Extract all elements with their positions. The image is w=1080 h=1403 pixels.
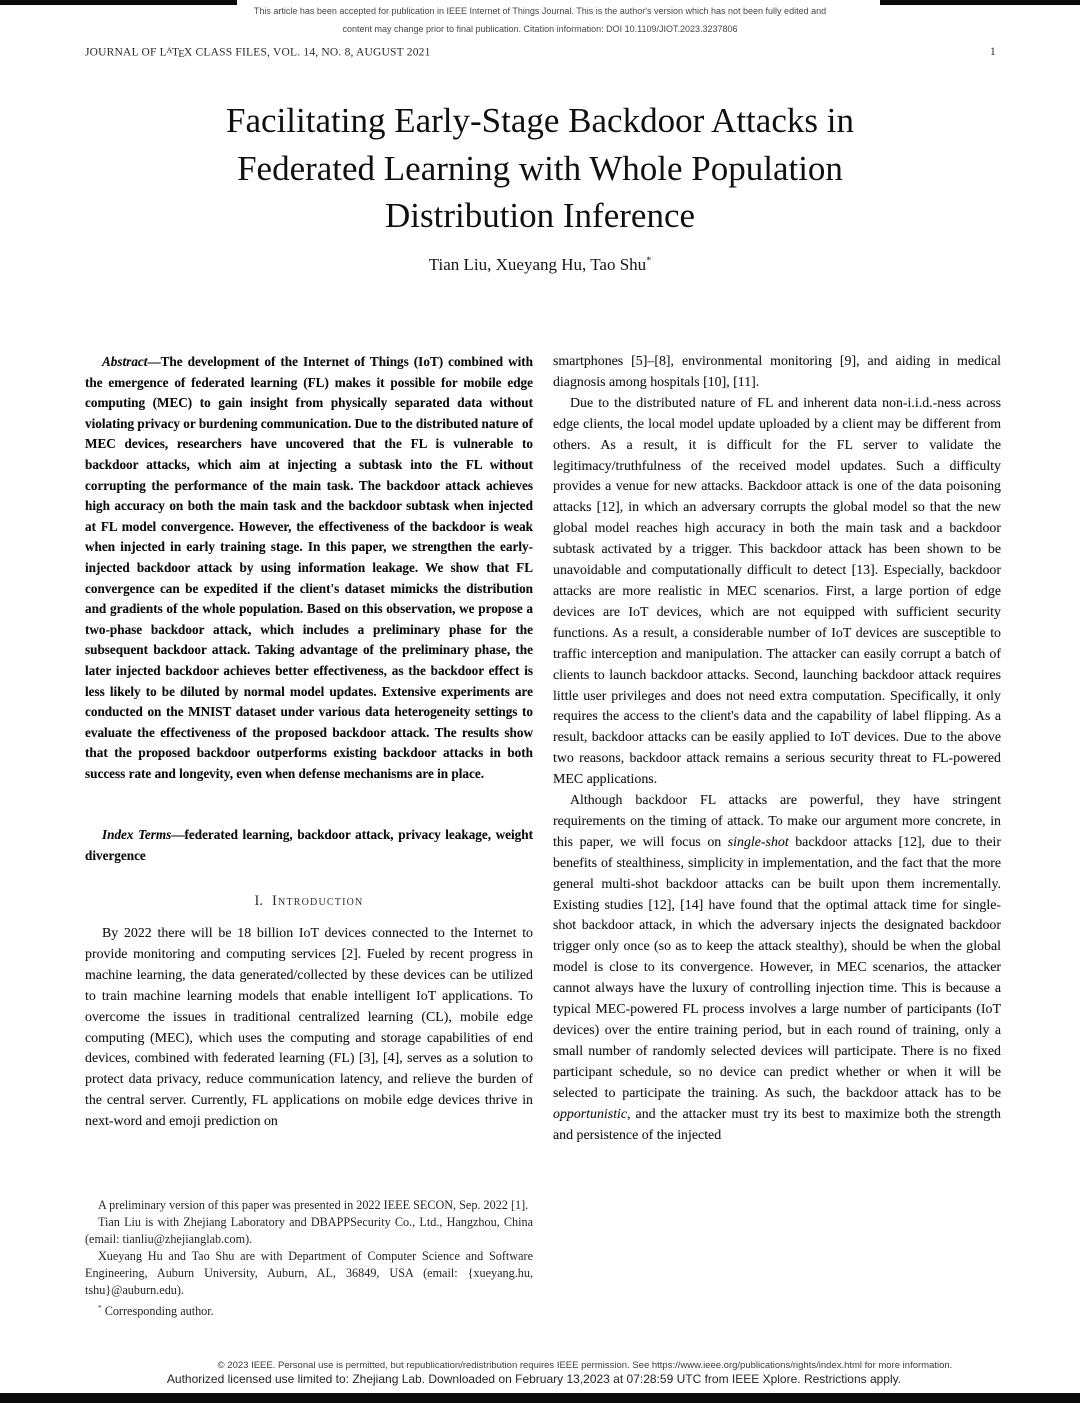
- journal-name: JOURNAL OF $L^ATEX$ CLASS FILES, VOL. 14, NO. 8, AUGUST 2021: [85, 46, 431, 61]
- latex-logo-a: A: [166, 46, 173, 55]
- body-paragraph-attack-timing: Although backdoor FL attacks are powerful, they have stringent requirements on the timing of attack. To make our argument more concrete, in this paper, we will focus on single-shot backdoor attacks [12], due to their benefits of stealthiness, simplicity in implementation, and the fact that the more general multi-shot backdoor attacks can be built upon them incrementally. Existing studies [12], [14] have found that the optimal attack time for single-shot backdoor attack, in which the adversary injects the designated backdoor trigger only once (so as to keep the attack stealthy), should be when the global model is close to its convergence. However, in MEC scenarios, the attacker cannot always have the luxury of controlling injection time. This is because a typical MEC-powered FL process involves a large number of participants (IoT devices) over the entire training period, but in each round of training, only a small number of randomly selected devices will participate. There is no fixed participant schedule, so no device can predict whether or when it will be selected to participate the training. As such, the backdoor attack has to be opportunistic, and the attacker must try its best to maximize both the strength and persistence of the injected: [553, 793, 1001, 1143]
- index-terms-text: —federated learning, backdoor attack, privacy leakage, weight divergence: [85, 827, 533, 863]
- right-column: [553, 352, 1001, 1365]
- footnote-affiliation-tian-liu: Tian Liu is with Zhejiang Laboratory and DBAPPSecurity Co., Ltd., Hangzhou, China (email: tianliu@zhejianglab.com).: [85, 1215, 533, 1246]
- footnote-block: [85, 1197, 533, 1320]
- footnote-preliminary-version: A preliminary version of this paper was presented in 2022 IEEE SECON, Sep. 2022 [1].: [98, 1198, 529, 1212]
- corresponding-author-mark: *: [646, 255, 652, 267]
- body-paragraph-backdoor-threat: Due to the distributed nature of FL and inherent data non-i.i.d.-ness across edge clients, the local model update uploaded by a client may be different from others. As a result, it is difficult for the FL server to validate the legitimacy/truthfulness of the received model updates. Such a difficulty provides a venue for new attacks. Backdoor attack is one of the data poisoning attacks [12], in which an adversary corrupts the global model so that the new global model reaches high accuracy in both the main task and a backdoor subtask activated by a trigger. This backdoor attack has been shown to be unavoidable and computationally difficult to detect [13]. Especially, backdoor attacks are more realistic in MEC scenarios. First, a large portion of edge devices are IoT devices, which are not equipped with sufficient security functions. As a result, a considerable number of IoT devices are susceptible to traffic interception and manipulation. The attacker can easily corrupt a batch of clients to launch backdoor attacks. Second, launching backdoor attack requires little user privileges and does not need extra computation. Specifically, it only requires the access to the client's data and the capability of label flipping. As a result, backdoor attacks can be easily applied to IoT devices. Due to the above two reasons, backdoor attack remains a serious security threat to FL-powered MEC applications.: [553, 395, 1001, 788]
- acceptance-notice-line-2: content may change prior to final publication. Citation information: DOI 10.1109/JIOT.2023.3237806: [342, 24, 738, 34]
- license-line: Authorized licensed use limited to: Zhejiang Lab. Downloaded on February 13,2023 at 07:28:59 UTC from IEEE Xplore. Restrictions apply.: [166, 1372, 902, 1386]
- index-terms-paragraph: [85, 825, 533, 866]
- author-line: [0, 255, 1080, 275]
- body-paragraph-applications: smartphones [5]–[8], environmental monitoring [9], and aiding in medical diagnosis among hospitals [10], [11].: [553, 354, 1001, 390]
- acceptance-notice: [0, 2, 1080, 38]
- page-number: 1: [990, 46, 996, 58]
- footnote-affiliation-hu-shu: Xueyang Hu and Tao Shu are with Department of Computer Science and Software Engineering, Auburn University, Auburn, AL, 36849, USA (email: {xueyang.hu, tshu}@auburn.edu).: [85, 1249, 533, 1297]
- abstract-label: Abstract: [102, 354, 148, 369]
- section-heading-introduction: [85, 893, 533, 910]
- index-terms-section: [85, 825, 533, 866]
- index-terms-label: Index Terms: [102, 827, 172, 842]
- emphasis-opportunistic: opportunistic: [553, 1106, 628, 1122]
- abstract-text: —The development of the Internet of Things (IoT) combined with the emergence of federated learning (FL) makes it possible for mobile edge computing (MEC) to gain insight from physically separated data without violating privacy or burdening communication. Due to the distributed nature of MEC devices, researchers have uncovered that the FL is vulnerable to backdoor attacks, which aim at injecting a subtask into the FL without corrupting the performance of the main task. The backdoor attack achieves high accuracy on both the main task and the backdoor subtask when injected at FL model convergence. However, the effectiveness of the backdoor is weak when injected in early training stage. In this paper, we strengthen the early-injected backdoor attack by using information leakage. We show that FL convergence can be expedited if the client's dataset mimicks the distribution and gradients of the whole population. Based on this observation, we propose a two-phase backdoor attack, which includes a preliminary phase for the subsequent backdoor attack. Taking advantage of the preliminary phase, the later injected backdoor achieves better effectiveness, as the backdoor effect is less likely to be diluted by normal model updates. Extensive experiments are conducted on the MNIST dataset under various data heterogeneity settings to evaluate the effectiveness of the proposed backdoor attack. The results show that the proposed backdoor outperforms existing backdoor attacks in both success rate and longevity, even when defense mechanisms are in place.: [85, 354, 533, 781]
- running-header: [85, 46, 996, 60]
- footnote-corresponding-author: * Corresponding author.: [98, 1303, 214, 1319]
- paper-title: [0, 97, 1080, 240]
- acceptance-notice-line-1: This article has been accepted for publication in IEEE Internet of Things Journal. This is the author's version which has not been fully edited and: [253, 6, 827, 16]
- abstract-paragraph: [85, 352, 533, 784]
- title-line-1: Facilitating Early-Stage Backdoor Attacks in: [226, 101, 854, 140]
- author-names: Tian Liu, Xueyang Hu, Tao Shu: [428, 255, 647, 274]
- emphasis-single-shot: single-shot: [727, 834, 789, 850]
- bottom-edge-bar: [0, 1393, 1080, 1403]
- abstract-section: [85, 352, 533, 784]
- introduction-section: [85, 924, 533, 1133]
- left-column: [85, 352, 533, 1365]
- introduction-paragraph: By 2022 there will be 18 billion IoT devices connected to the Internet to provide monitoring and computing services [2]. Fueled by recent progress in machine learning, the data generated/collected by these devices can be utilized to train machine learning models that enable intelligent IoT applications. To overcome the issues in traditional centralized learning (CL), mobile edge computing (MEC), which uses the computing and storage capabilities of end devices, combined with federated learning (FL) [3], [4], serves as a solution to protect data privacy, reduce communication latency, and relieve the burden of the central server. Currently, FL applications on mobile edge devices thrive in next-word and emoji prediction on: [85, 926, 533, 1130]
- title-line-3: Distribution Inference: [384, 196, 696, 235]
- section-number: I.: [254, 893, 263, 909]
- section-title: Introduction: [272, 893, 364, 909]
- footnote-asterisk: *: [98, 1303, 102, 1312]
- latex-logo-e: E: [178, 49, 185, 61]
- copyright-line: © 2023 IEEE. Personal use is permitted, but republication/redistribution requires IEEE permission. See https://www.ieee.org/publications/rights/index.html for more information.: [217, 1360, 953, 1371]
- title-line-2: Federated Learning with Whole Population: [237, 148, 843, 188]
- two-column-body: [85, 352, 1001, 1365]
